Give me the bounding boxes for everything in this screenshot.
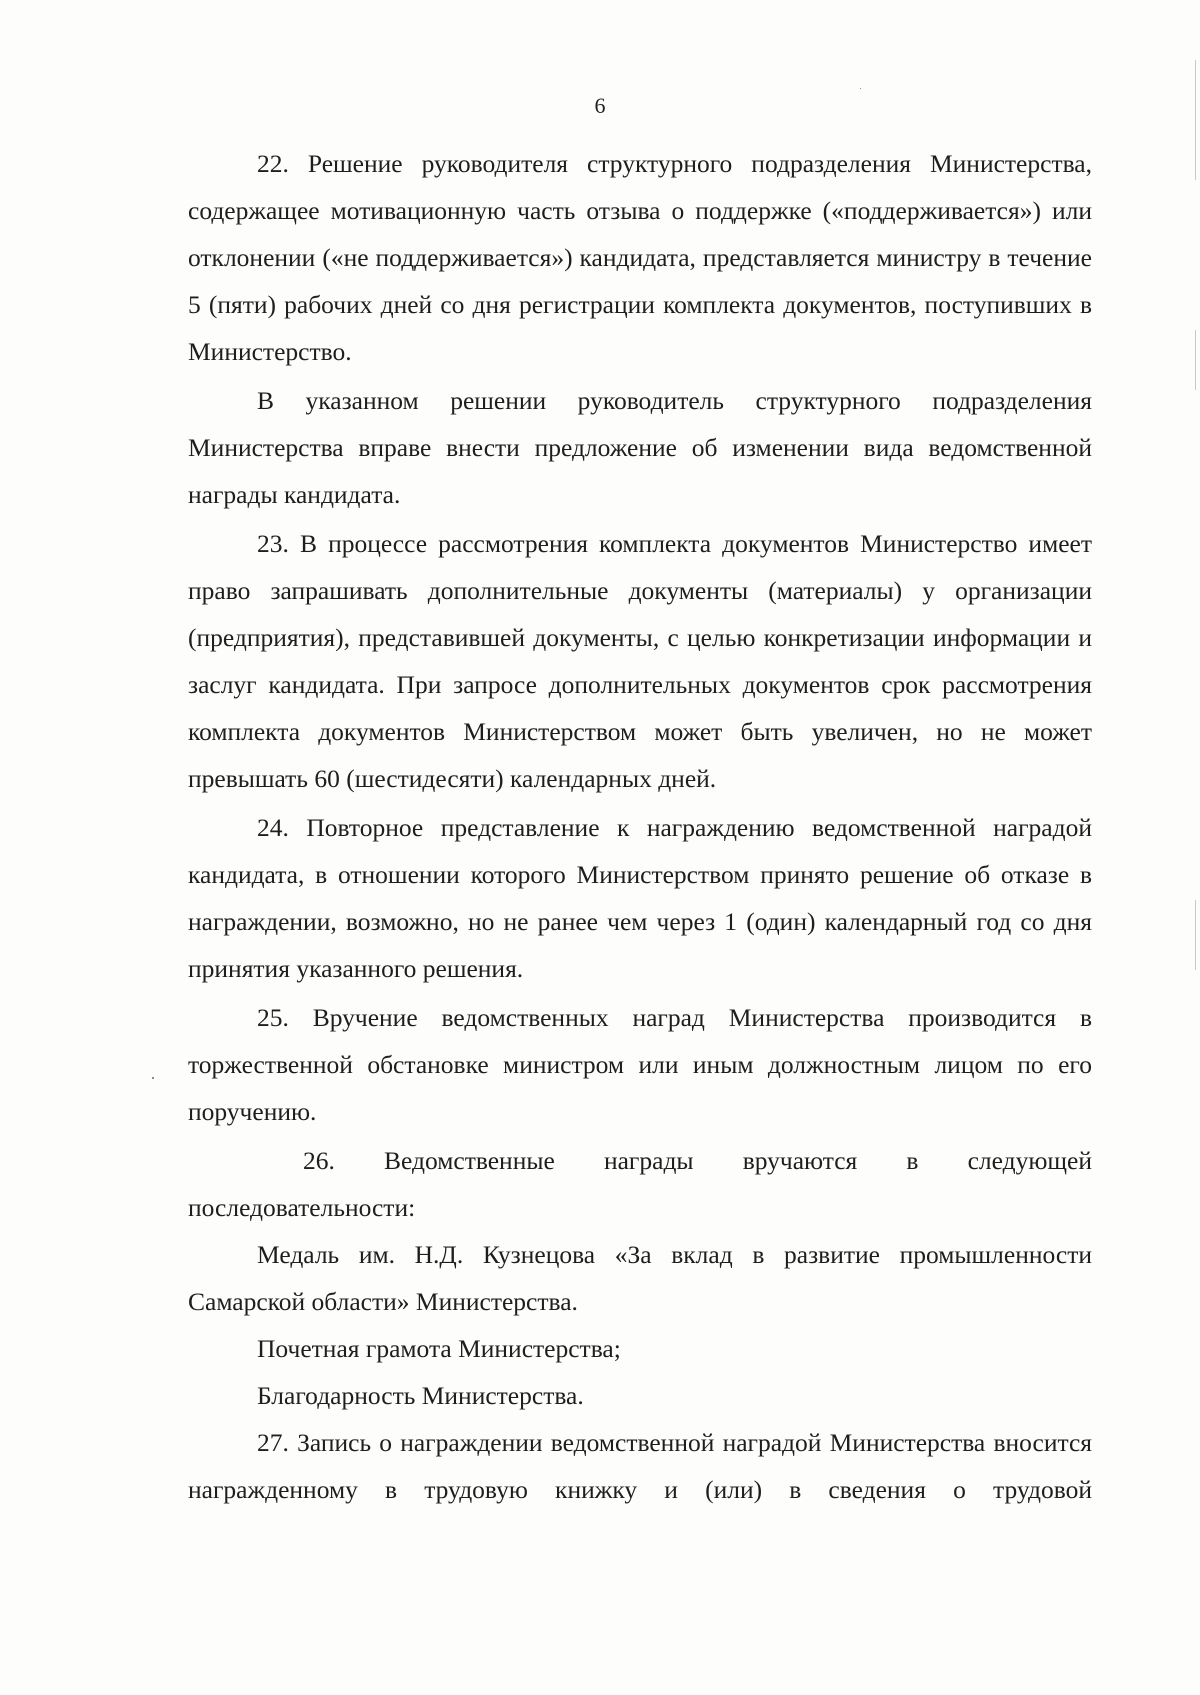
page-number: 6 <box>594 93 606 118</box>
paragraph-24: 24. Повторное представление к награждению ведомственной наградой кандидата, в отношении которого Министерством принято решение об отказе в награждении, возможно, но не ранее чем через 1 (один) календарный год со дня принятия указанного решения. <box>188 813 1092 983</box>
paragraph-22-addendum: В указанном решении руководитель структурного подразделения Министерства вправе внести предложение об изменении вида ведомственной награды кандидата. <box>188 386 1092 509</box>
scan-edge-mark <box>1195 330 1196 390</box>
paragraph-23: 23. В процессе рассмотрения комплекта документов Министерство имеет право запрашивать дополнительные документы (материалы) у организации (предприятия), представившей документы, с целью конкретизации информации и заслуг кандидата. При запросе дополнительных документов срок рассмотрения комплекта документов Министерством может быть увеличен, но не может превышать 60 (шестидесяти) календарных дней. <box>188 529 1092 793</box>
paragraph-22: 22. Решение руководителя структурного подразделения Министерства, содержащее мотивационную часть отзыва о поддержке («поддерживается») или отклонении («не поддерживается») кандидата, представляется министру в течение 5 (пяти) рабочих дней со дня регистрации комплекта документов, поступивших в Министерство. <box>188 149 1092 366</box>
scan-speck <box>860 88 861 89</box>
paragraph-25: 25. Вручение ведомственных наград Министерства производится в торжественной обстановке министром или иным должностным лицом по его поручению. <box>188 1003 1092 1126</box>
paragraph-26: 26. Ведомственные награды вручаются в следующей последовательности: <box>188 1146 1092 1222</box>
award-medal: Медаль им. Н.Д. Кузнецова «За вклад в развитие промышленности Самарской области» Министерства. <box>188 1240 1092 1316</box>
document-body <box>188 140 1092 1513</box>
award-certificate: Почетная грамота Министерства; <box>257 1334 621 1363</box>
scan-edge-mark <box>1195 900 1196 970</box>
award-gratitude: Благодарность Министерства. <box>257 1381 584 1410</box>
paragraph-27: 27. Запись о награждении ведомственной наградой Министерства вносится награжденному в трудовую книжку и (или) в сведения о трудовой <box>188 1428 1092 1504</box>
scan-speck <box>152 1077 154 1079</box>
scan-edge-mark <box>1195 60 1196 180</box>
